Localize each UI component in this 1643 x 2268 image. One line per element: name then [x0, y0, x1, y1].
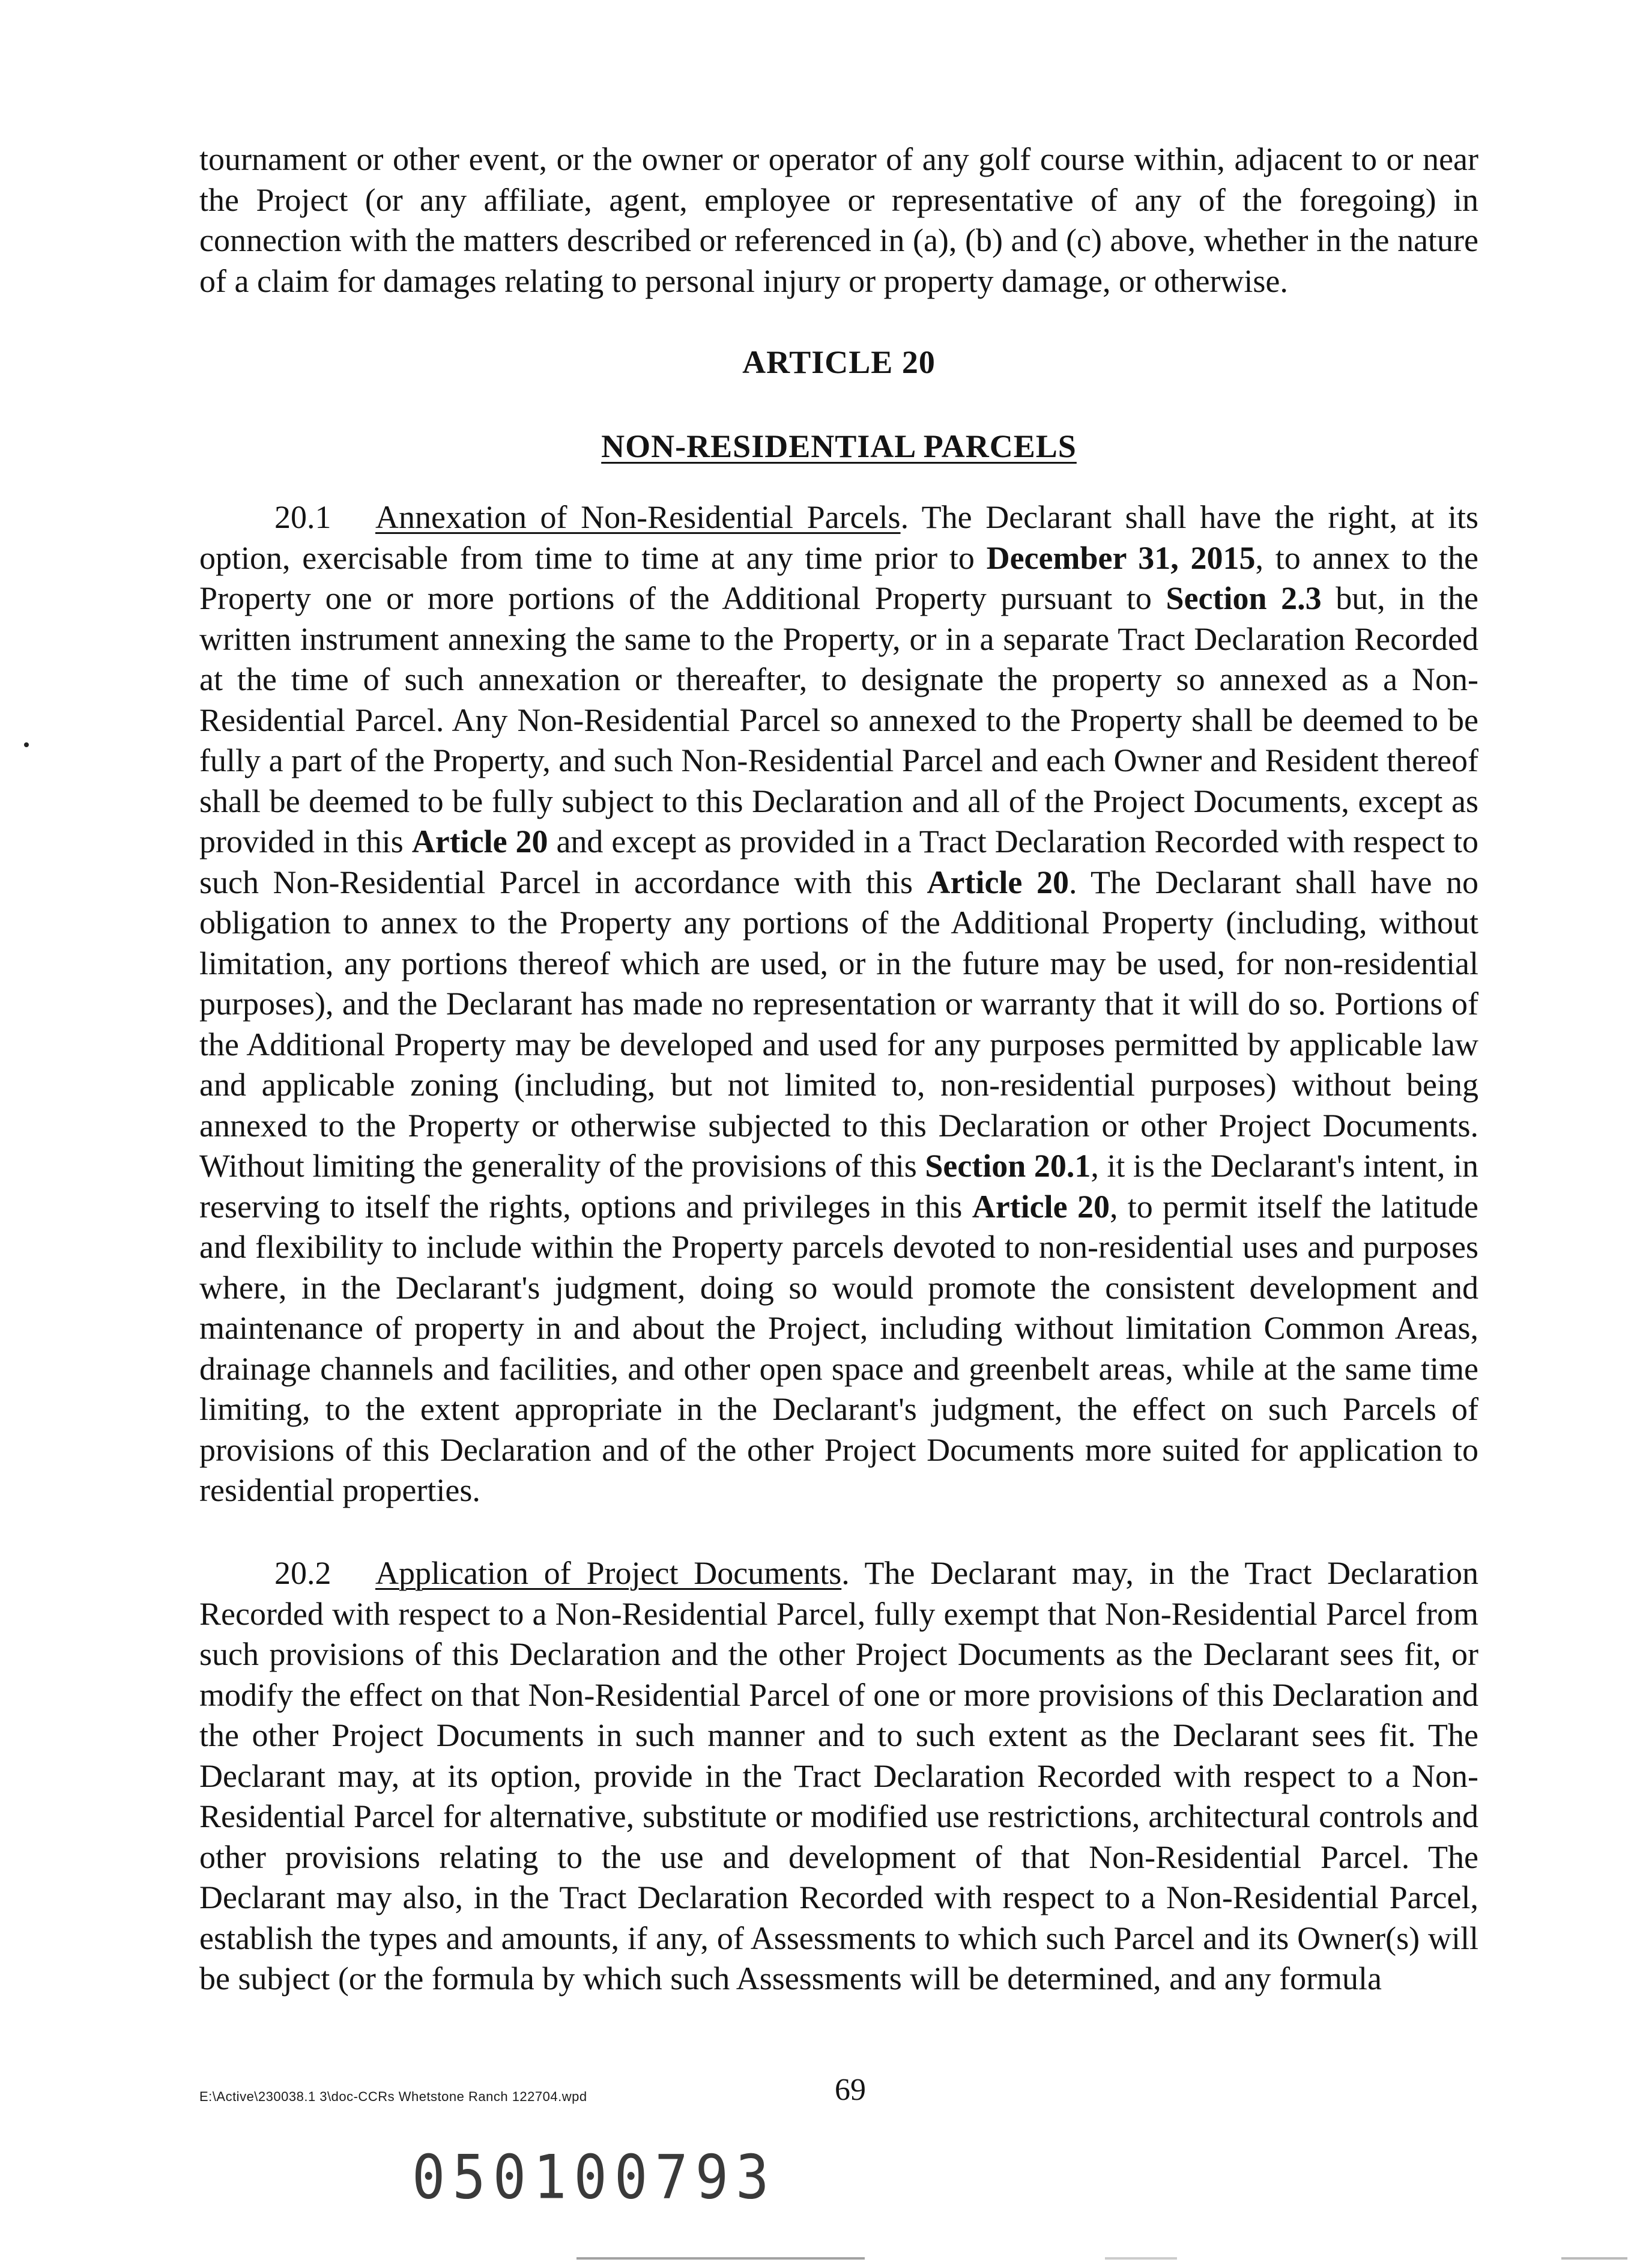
intro-paragraph: tournament or other event, or the owner or operator of any golf course within, adjacent to or near the Project (or any affiliate, agent, employee or representative of any of the foregoing) in connection with the matters described or referenced in (a), (b) and (c) above, whether in the nature of a claim for damages relating to personal injury or property damage, or otherwise. — [199, 141, 1478, 299]
scan-artifact-dot — [24, 742, 29, 747]
article-heading: ARTICLE 20 — [742, 344, 936, 380]
section-20-1-number: 20.1 — [274, 499, 331, 535]
scan-artifact-line — [1561, 2257, 1627, 2260]
document-stamp-number: 050100793 — [412, 2142, 776, 2213]
section-20-1-title: Annexation of Non-Residential Parcels — [375, 499, 901, 535]
section-20-1-text: but, in the written instrument annexing the same to the Property, or in a separate Tract Declaration Recorded at the time of such annexation or thereafter, to designate the property so annexed as a Non-Residential Parcel. Any Non-Residential Parcel so annexed to the Property shall be deemed to be fully a part of the Property, and such Non-Residential Parcel and each Owner and Resident thereof shall be deemed to be fully subject to this Declaration and all of the Project Documents, except as provided in this — [199, 580, 1478, 860]
section-20-2-number: 20.2 — [274, 1555, 331, 1591]
section-20-1-text: , to annex to the Property one or more portions of the Additional Property pursuant to — [199, 539, 1478, 616]
page-number: 69 — [835, 2073, 866, 2107]
section-20-2-title: Application of Project Documents — [375, 1555, 842, 1591]
section-20-1-text: , it is the Declarant's intent, in reserving to itself the rights, options and privileges in this — [199, 1148, 1478, 1225]
section-20-1-text: , to permit itself the latitude and flexibility to include within the Property parcels devoted to non-residential uses and purposes where, in the Declarant's judgment, doing so would promote the consistent development and maintenance of property in and about the Project, including without limitation Common Areas, drainage channels and facilities, and other open space and greenbelt areas, while at the same time limiting, to the extent appropriate in the Declarant's judgment, the effect on such Parcels of provisions of this Declaration and of the other Project Documents more suited for application to residential properties. — [199, 1188, 1479, 1508]
footer-file-path: E:\Active\230038.1 3\doc-CCRs Whetstone Ranch 122704.wpd — [199, 2089, 587, 2104]
section-20-1-bold-ref: Article 20 — [411, 823, 548, 860]
section-20-1-text: . The Declarant shall have the right, at its option, exercisable from time to time at any time prior to — [199, 499, 1478, 576]
article-title: NON-RESIDENTIAL PARCELS — [601, 428, 1077, 464]
section-20-1-bold-ref: Section 20.1 — [925, 1148, 1091, 1184]
section-20-1-bold-ref: Section 2.3 — [1166, 580, 1322, 616]
section-20-1-bold-ref: Article 20 — [972, 1188, 1110, 1225]
section-20-1-paragraph — [199, 497, 1478, 1511]
scan-artifact-line — [1105, 2257, 1177, 2260]
section-20-1-bold-ref: Article 20 — [927, 864, 1069, 900]
section-20-2-paragraph — [199, 1553, 1478, 2000]
section-20-1-text: . The Declarant shall have no obligation to annex to the Property any portions of the Additional Property (including, without limitation, any portions thereof which are used, or in the future may be used, for non-residential purposes), and the Declarant has made no representation or warranty that it will do so. Portions of the Additional Property may be developed and used for any purposes permitted by applicable law and applicable zoning (including, but not limited to, non-residential purposes) without being annexed to the Property or otherwise subjected to this Declaration or other Project Documents. Without limiting the generality of the provisions of this — [199, 864, 1478, 1184]
section-20-1-text: and except as provided in a Tract Declaration Recorded with respect to such Non-Residential Parcel in accordance with this — [199, 823, 1479, 900]
scan-artifact-line — [576, 2257, 865, 2260]
section-20-2-text: . The Declarant may, in the Tract Declaration Recorded with respect to a Non-Residential Parcel, fully exempt that Non-Residential Parcel from such provisions of this Declaration and the other Project Documents as the Declarant sees fit, or modify the effect on that Non-Residential Parcel of one or more provisions of this Declaration and the other Project Documents in such manner and to such extent as the Declarant sees fit. The Declarant may, at its option, provide in the Tract Declaration Recorded with respect to a Non-Residential Parcel for alternative, substitute or modified use restrictions, architectural controls and other provisions relating to the use and development of that Non-Residential Parcel. The Declarant may also, in the Tract Declaration Recorded with respect to a Non-Residential Parcel, establish the types and amounts, if any, of Assessments to which such Parcel and its Owner(s) will be subject (or the formula by which such Assessments will be determined, and any formula — [199, 1555, 1478, 1997]
section-20-1-bold-date: December 31, 2015 — [986, 539, 1256, 576]
